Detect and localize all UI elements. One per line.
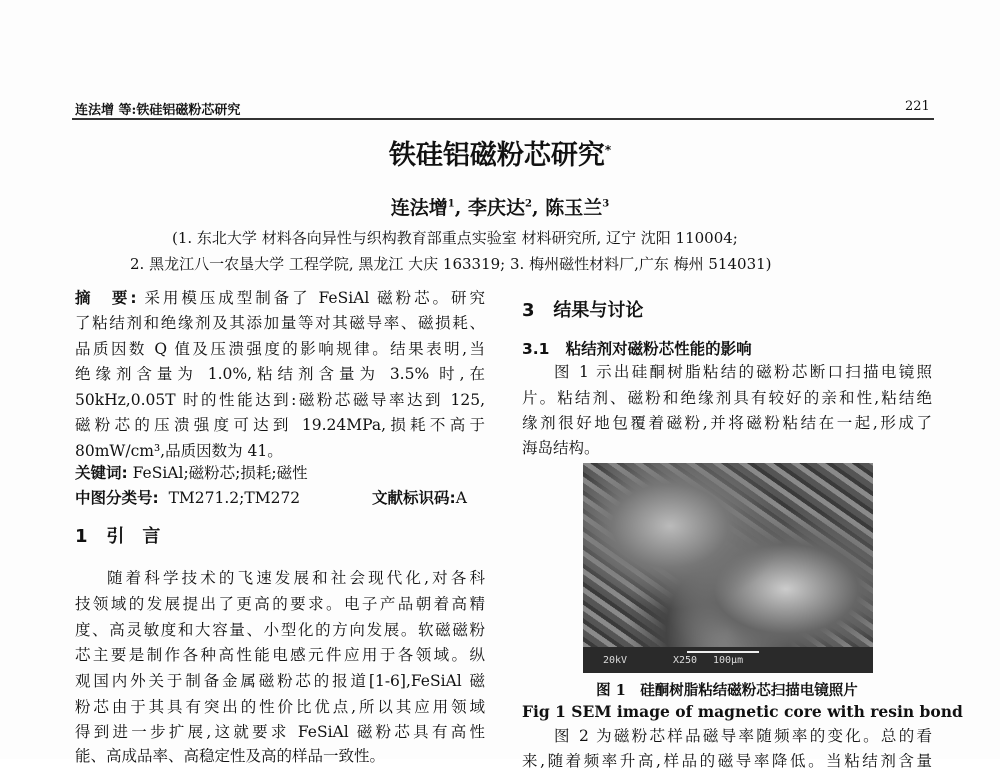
abstract-line [75,287,485,309]
title-footnote-mark: * [604,143,612,157]
abstract-line: 50kHz,0.05T 时的性能达到:磁粉芯磁导率达到 125, [75,391,485,409]
section-heading [75,522,160,548]
body-line: 度、高灵敏度和大容量、小型化的方向发展。软磁磁粉 [75,621,485,639]
body-line: 芯主要是制作各种高性能电感元件应用于各领域。纵 [75,646,485,664]
body-line: 能、高成品率、高稳定性及高的样品一致性。 [75,747,386,765]
sem-scale: 100μm [713,655,744,666]
abstract-line: 了粘结剂和绝缘剂及其添加量等对其磁导率、磁损耗、 [75,314,485,332]
classification [75,486,300,508]
author-name: 李庆达 [468,197,526,219]
figure-caption-cn: 图 1 硅酮树脂粘结磁粉芯扫描电镜照片 [596,682,858,699]
header-rule [72,118,934,120]
sem-image [583,463,873,673]
abstract-line: 磁粉芯的压溃强度可达到 19.24MPa,损耗不高于 [75,416,485,434]
sem-voltage: 20kV [603,655,628,666]
section-number: 3 [522,300,535,321]
section-number: 1 [75,526,88,547]
body-line: 观国内外关于制备金属磁粉芯的报道[1-6],FeSiAl 磁 [75,672,485,690]
abstract-label: 摘 要: [75,289,137,307]
body-line: 技领域的发展提出了更高的要求。电子产品朝着高精 [75,595,485,613]
affiliation-line: 2. 黑龙江八一农垦大学 工程学院, 黑龙江 大庆 163319; 3. 梅州磁性材料厂,广东 梅州 514031) [130,255,772,273]
body-line: 图 1 示出硅酮树脂粘结的磁粉芯断口扫描电镜照 [554,363,932,381]
sem-magnification: X250 [673,655,698,666]
body-line: 粉芯由于其具有突出的性价比优点,所以其应用领域 [75,698,485,716]
author-name: 连法增 [390,197,448,219]
body-line: 来,随着频率升高,样品的磁导率降低。当粘结剂含量 [522,752,932,770]
section-title: 引 言 [106,526,161,547]
keywords-value: FeSiAl;磁粉芯;损耗;磁性 [132,464,308,482]
section-heading [522,296,643,322]
title-text: 铁硅铝磁粉芯研究 [388,140,605,171]
author-affiliation-mark: 2 [525,198,532,210]
keywords-label: 关键词: [75,464,128,482]
doc-code-label: 文献标识码: [372,489,456,507]
section-title: 结果与讨论 [553,300,644,321]
body-line: 图 2 为磁粉芯样品磁导率随频率的变化。总的看 [554,727,932,745]
paper-title [0,133,1000,172]
author-name: 陈玉兰 [545,197,603,219]
subsection-title: 粘结剂对磁粉芯性能的影响 [565,340,752,358]
author-list: 连法增$^1$, 李庆达$^2$, 陈玉兰$^3$ [390,197,610,219]
sem-scale-bar [687,651,759,653]
subsection-number: 3.1 [522,340,550,358]
abstract-text: 采用模压成型制备了 FeSiAl 磁粉芯。研究 [144,289,485,307]
body-line: 得到进一步扩展,这就要求 FeSiAl 磁粉芯具有高性 [75,723,485,741]
body-line: 片。粘结剂、磁粉和绝缘剂具有较好的亲和性,粘结绝 [522,389,932,407]
affiliation-line: (1. 东北大学 材料各向异性与织构教育部重点实验室 材料研究所, 辽宁 沈阳 110004; [172,229,738,247]
body-line: 缘剂很好地包覆着磁粉,并将磁粉粘结在一起,形成了 [522,414,932,432]
abstract-line: 品质因数 Q 值及压溃强度的影响规律。结果表明,当 [75,340,485,358]
running-header: 连法增 等:铁硅铝磁粉芯研究 [75,103,241,118]
classification-value: TM271.2;TM272 [168,489,301,507]
classification-label: 中图分类号: [75,489,159,507]
doc-code-value: A [455,489,467,507]
document-code [372,486,467,508]
figure-caption-en: Fig 1 SEM image of magnetic core with resin bond [522,702,963,721]
page-number: 221 [905,99,930,114]
abstract-line: 80mW/cm³,品质因数为 41。 [75,442,283,460]
abstract-line: 绝缘剂含量为 1.0%,粘结剂含量为 3.5% 时,在 [75,365,485,383]
body-line: 随着科学技术的飞速发展和社会现代化,对各科 [107,569,485,587]
author-affiliation-mark: 1 [447,198,455,210]
subsection-heading [522,337,752,359]
body-line: 海岛结构。 [522,439,600,457]
keywords [75,461,308,483]
sem-info-bar [583,647,873,673]
author-affiliation-mark: 3 [602,198,610,210]
